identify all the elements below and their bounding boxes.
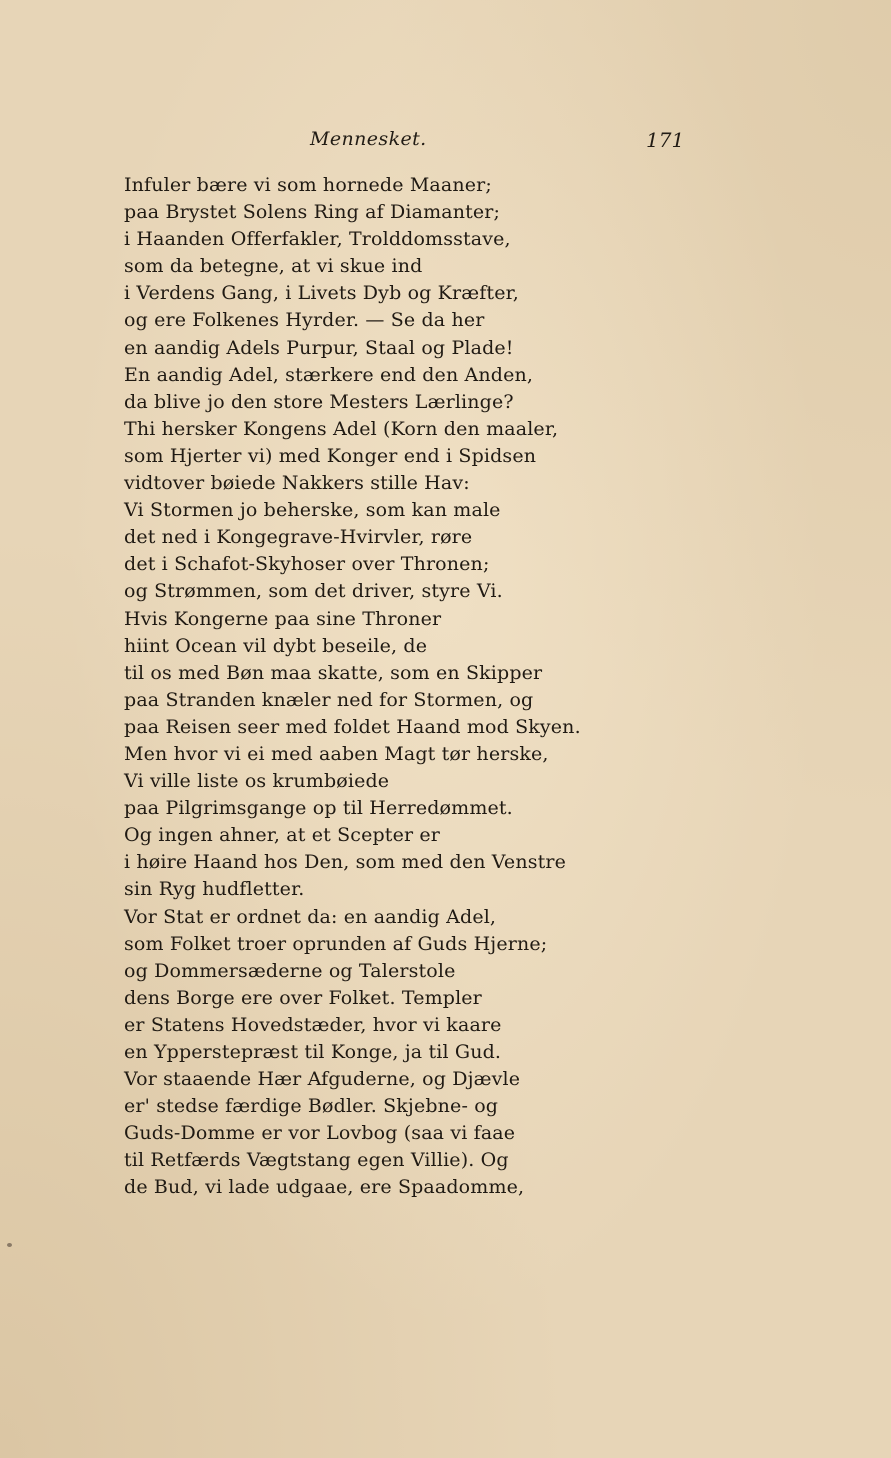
- verse-line: er' stedse færdige Bødler. Skjebne- og: [124, 1095, 499, 1118]
- running-head: [0, 128, 891, 158]
- verse-line: som Hjerter vi) med Konger end i Spidsen: [124, 444, 537, 467]
- verse-text: [124, 172, 581, 1202]
- verse-line: til Retfærds Vægtstang egen Villie). Og: [124, 1149, 509, 1172]
- verse-line: Thi hersker Kongens Adel (Korn den maaler,: [124, 417, 559, 440]
- verse-line: er Statens Hovedstæder, hvor vi kaare: [124, 1013, 502, 1036]
- running-title: Mennesket.: [310, 128, 427, 150]
- verse-line: sin Ryg hudfletter.: [124, 878, 305, 901]
- verse-line: og Dommersæderne og Talerstole: [124, 959, 456, 982]
- verse-line: En aandig Adel, stærkere end den Anden,: [124, 363, 534, 386]
- paper-speck: [7, 1243, 12, 1247]
- verse-line: Og ingen ahner, at et Scepter er: [124, 824, 441, 847]
- verse-line: de Bud, vi lade udgaae, ere Spaadomme,: [124, 1176, 525, 1199]
- verse-line: Infuler bære vi som hornede Maaner;: [124, 174, 492, 196]
- verse-line: dens Borge ere over Folket. Templer: [124, 986, 482, 1009]
- verse-line: til os med Bøn maa skatte, som en Skipper: [124, 661, 543, 684]
- verse-line: paa Reisen seer med foldet Haand mod Skyen.: [124, 715, 581, 738]
- verse-line: i Verdens Gang, i Livets Dyb og Kræfter,: [124, 282, 519, 305]
- verse-line: en aandig Adels Purpur, Staal og Plade!: [124, 336, 514, 359]
- verse-line: Men hvor vi ei med aaben Magt tør herske,: [124, 742, 549, 765]
- verse-line: paa Stranden knæler ned for Stormen, og: [124, 688, 534, 711]
- verse-line: da blive jo den store Mesters Lærlinge?: [124, 390, 514, 413]
- verse-line: som Folket troer oprunden af Guds Hjerne;: [124, 932, 548, 955]
- verse-line: i Haanden Offerfakler, Trolddomsstave,: [124, 228, 511, 251]
- verse-line: Vor staaende Hær Afguderne, og Djævle: [124, 1068, 521, 1091]
- verse-line: paa Brystet Solens Ring af Diamanter;: [124, 201, 501, 224]
- verse-line: og Strømmen, som det driver, styre Vi.: [124, 580, 503, 603]
- verse-line: hiint Ocean vil dybt beseile, de: [124, 634, 428, 657]
- verse-line: vidtover bøiede Nakkers stille Hav:: [124, 472, 470, 495]
- verse-line: en Ypperstepræst til Konge, ja til Gud.: [124, 1041, 502, 1063]
- verse-line: det i Schafot-Skyhoser over Thronen;: [124, 553, 490, 576]
- verse-line: og ere Folkenes Hyrder. — Se da her: [124, 309, 485, 332]
- verse-line: Vi Stormen jo beherske, som kan male: [124, 499, 501, 522]
- verse-line: paa Pilgrimsgange op til Herredømmet.: [124, 797, 513, 820]
- page-number: 171: [646, 128, 685, 152]
- verse-line: i høire Haand hos Den, som med den Venstre: [124, 851, 567, 874]
- verse-line: Hvis Kongerne paa sine Throner: [124, 607, 442, 630]
- verse-line: Vor Stat er ordnet da: en aandig Adel,: [124, 905, 497, 928]
- verse-line: Vi ville liste os krumbøiede: [124, 770, 390, 793]
- verse-line: det ned i Kongegrave-Hvirvler, røre: [124, 526, 473, 549]
- verse-line: som da betegne, at vi skue ind: [124, 255, 423, 278]
- verse-line: Guds-Domme er vor Lovbog (saa vi faae: [124, 1122, 516, 1145]
